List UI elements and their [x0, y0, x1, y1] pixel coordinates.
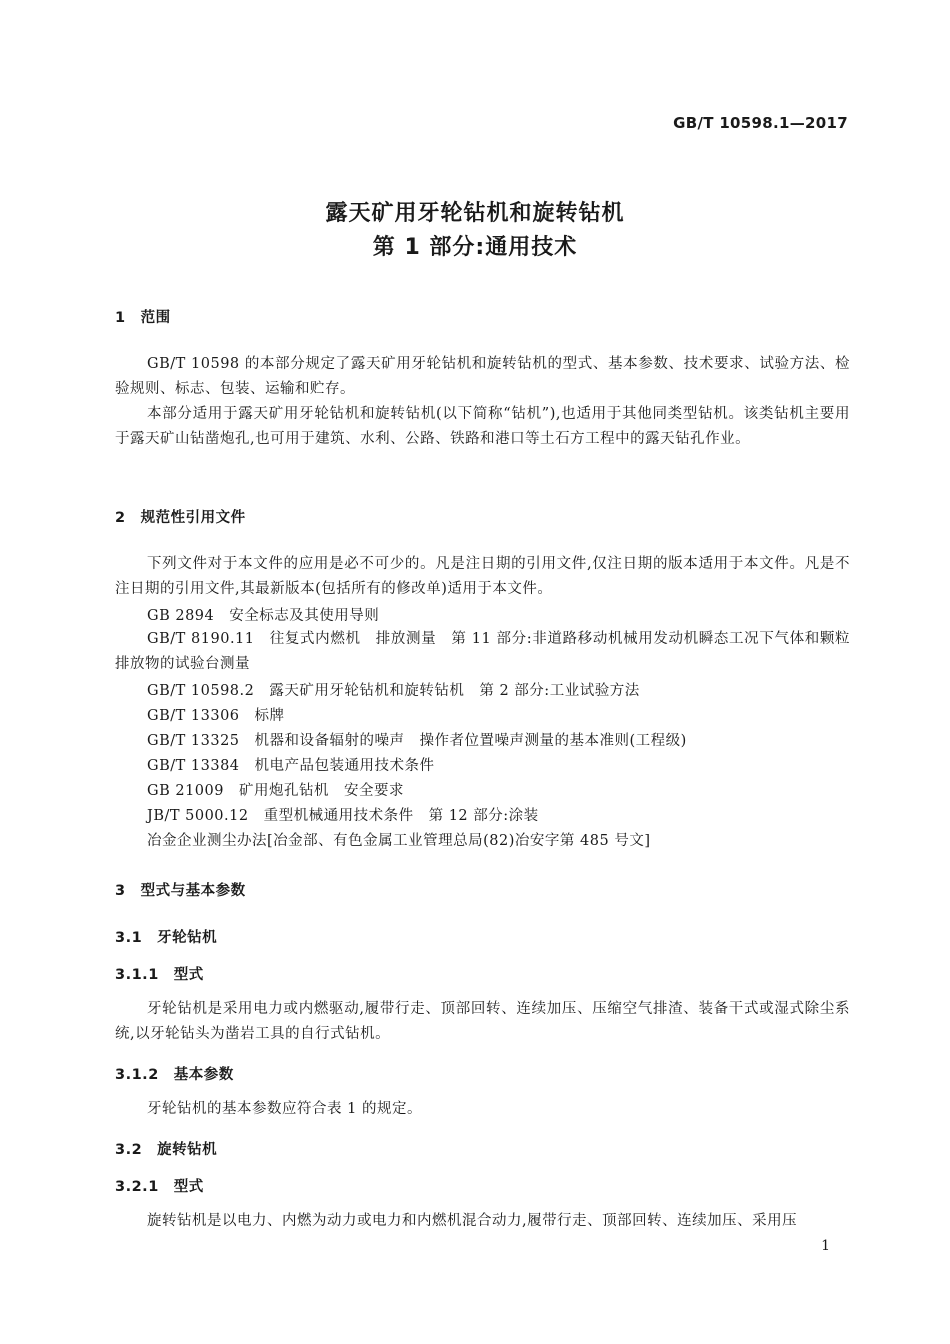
- reference-item: GB/T 13384 机电产品包装通用技术条件: [147, 758, 435, 774]
- reference-item: GB/T 8190.11 往复式内燃机 排放测量 第 11 部分:非道路移动机械用发动机瞬态工况下气体和颗粒排放物的试验台测量: [115, 631, 850, 672]
- section-2-intro: 下列文件对于本文件的应用是必不可少的。凡是注日期的引用文件,仅注日期的版本适用于本文件。凡是不注日期的引用文件,其最新版本(包括所有的修改单)适用于本文件。: [115, 556, 850, 597]
- section-3-1-2-heading: 3.1.2 基本参数: [115, 1067, 234, 1083]
- section-3-2-1-text: 旋转钻机是以电力、内燃为动力或电力和内燃机混合动力,履带行走、顶部回转、连续加压、采用压: [147, 1213, 798, 1229]
- reference-item: GB 2894 安全标志及其使用导则: [147, 608, 380, 624]
- reference-item: GB/T 13306 标牌: [147, 708, 285, 724]
- document-title-line2: 第 1 部分:通用技术: [372, 235, 578, 260]
- section-1-heading: 1 范围: [115, 310, 171, 326]
- reference-item: GB 21009 矿用炮孔钻机 安全要求: [147, 783, 404, 799]
- page-number: 1: [821, 1238, 830, 1254]
- section-3-2-heading: 3.2 旋转钻机: [115, 1142, 218, 1158]
- section-3-2-1-heading: 3.2.1 型式: [115, 1179, 204, 1195]
- reference-item: GB/T 13325 机器和设备辐射的噪声 操作者位置噪声测量的基本准则(工程级): [147, 733, 687, 749]
- section-1-paragraph-1: GB/T 10598 的本部分规定了露天矿用牙轮钻机和旋转钻机的型式、基本参数、技术要求、试验方法、检验规则、标志、包装、运输和贮存。: [115, 356, 850, 397]
- document-title-line1: 露天矿用牙轮钻机和旋转钻机: [325, 201, 625, 226]
- section-3-1-1-text: 牙轮钻机是采用电力或内燃驱动,履带行走、顶部回转、连续加压、压缩空气排渣、装备干式或湿式除尘系统,以牙轮钻头为凿岩工具的自行式钻机。: [115, 1001, 850, 1042]
- reference-item: 冶金企业测尘办法[冶金部、有色金属工业管理总局(82)冶安字第 485 号文]: [147, 833, 651, 849]
- reference-item: JB/T 5000.12 重型机械通用技术条件 第 12 部分:涂装: [147, 808, 539, 824]
- section-3-heading: 3 型式与基本参数: [115, 883, 246, 899]
- standard-number: GB/T 10598.1—2017: [673, 114, 848, 132]
- section-3-1-2-text: 牙轮钻机的基本参数应符合表 1 的规定。: [147, 1101, 422, 1117]
- section-1-paragraph-2: 本部分适用于露天矿用牙轮钻机和旋转钻机(以下简称“钻机”),也适用于其他同类型钻机。该类钻机主要用于露天矿山钻凿炮孔,也可用于建筑、水利、公路、铁路和港口等土石方工程中的露天钻孔作业。: [115, 406, 850, 447]
- section-3-1-heading: 3.1 牙轮钻机: [115, 930, 218, 946]
- reference-item: GB/T 10598.2 露天矿用牙轮钻机和旋转钻机 第 2 部分:工业试验方法: [147, 683, 640, 699]
- section-2-heading: 2 规范性引用文件: [115, 510, 246, 526]
- section-3-1-1-heading: 3.1.1 型式: [115, 967, 204, 983]
